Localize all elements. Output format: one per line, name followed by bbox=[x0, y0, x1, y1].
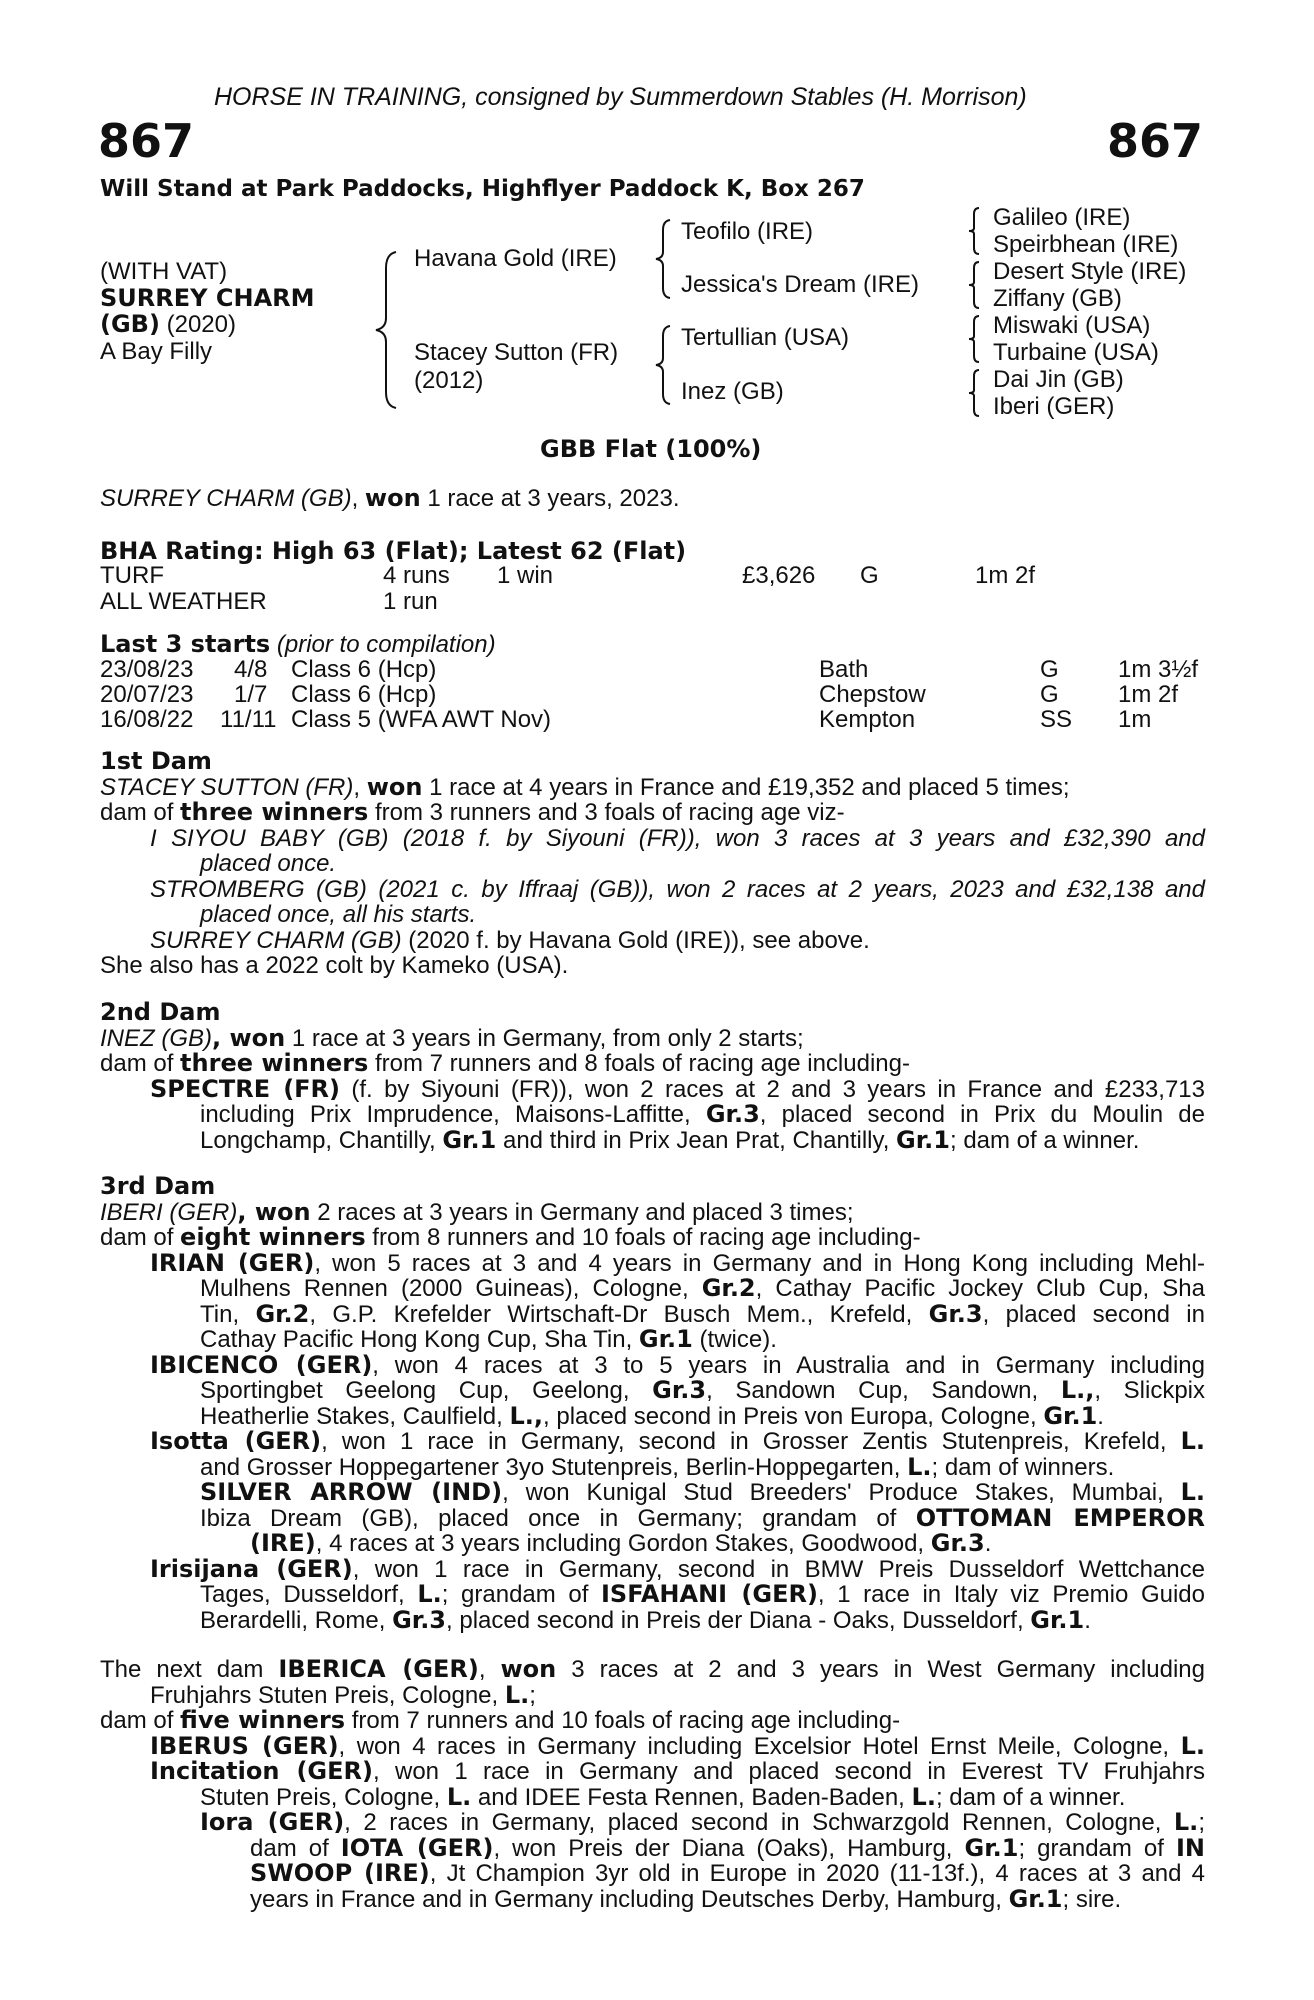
lot-number-left: 867 bbox=[98, 114, 195, 168]
first-dam-line2: dam of three winners from 3 runners and 3 foals of racing age viz- bbox=[100, 798, 845, 826]
first-dam-section bbox=[100, 749, 1205, 979]
progeny-irisijana: Irisijana (GER), won 1 race in Germany, second in BMW Preis Dusseldorf Wettchance bbox=[150, 1554, 1206, 1583]
vat-note: (WITH VAT) bbox=[100, 258, 228, 285]
progeny-ibicenco: IBICENCO (GER), won 4 races at 3 to 5 years in Australia and in Germany including bbox=[150, 1350, 1205, 1379]
ssd: Speirbhean (IRE) bbox=[993, 231, 1179, 258]
start-course: Chepstow bbox=[819, 681, 926, 708]
turf-going: G bbox=[860, 562, 879, 589]
dam-name: Stacey Sutton (FR) bbox=[414, 339, 619, 366]
progeny-irian: IRIAN (GER), won 5 races at 3 and 4 years in Germany and in Hong Kong including Mehl- bbox=[150, 1248, 1205, 1277]
start-date: 16/08/22 bbox=[100, 706, 194, 733]
progeny-iberus: IBERUS (GER), won 4 races in Germany including Excelsior Hotel Ernst Meile, Cologne, L. bbox=[150, 1731, 1205, 1760]
pedigree-brace-g3-4 bbox=[966, 368, 982, 418]
dam-sire: Tertullian (USA) bbox=[681, 324, 850, 351]
second-dam-heading: 2nd Dam bbox=[100, 998, 221, 1026]
first-dam-line1: STACEY SUTTON (FR), won 1 race at 4 years in France and £19,352 and placed 5 times; bbox=[100, 772, 1070, 801]
pedigree-brace-main bbox=[370, 250, 400, 410]
gbb-flat: GBB Flat (100%) bbox=[540, 435, 762, 463]
turf-label: TURF bbox=[100, 562, 164, 589]
progeny-silver-arrow: SILVER ARROW (IND), won Kunigal Stud Breeders' Produce Stakes, Mumbai, L. bbox=[200, 1478, 1205, 1506]
start-class: Class 5 (WFA AWT Nov) bbox=[291, 706, 552, 733]
start-going: SS bbox=[1040, 706, 1073, 733]
aw-runs: 1 run bbox=[383, 588, 438, 615]
pedigree-brace-sire bbox=[652, 218, 674, 300]
stand-location: Will Stand at Park Paddocks, Highflyer Paddock K, Box 267 bbox=[100, 176, 865, 202]
start-position: 4/8 bbox=[234, 656, 268, 683]
progeny-spectre: SPECTRE (FR) (f. by Siyouni (FR)), won 2 races at 2 and 3 years in France and £233,713 bbox=[150, 1074, 1205, 1103]
start-course: Bath bbox=[819, 656, 869, 683]
dsd: Turbaine (USA) bbox=[993, 339, 1159, 366]
progeny-iora: Iora (GER), 2 races in Germany, placed second in Schwarzgold Rennen, Cologne, L.; bbox=[200, 1808, 1205, 1836]
sire-dam: Jessica's Dream (IRE) bbox=[681, 271, 919, 298]
next-dam-section: The next dam IBERICA (GER), won 3 races at 2 and 3 years in West Germany including Fruhjahrs Stuten Preis, Cologne, L.; dam of five winners from 7 runners and 10 foals of racing age including- IBERUS (GER), won 4 races in Germany including Excelsior Hotel Ernst Meile, Cologne, L. Incitation (GER), won 1 race in Germany and placed second in Everest TV Fruhjahrs Stuten Preis, Cologne, L. and IDEE Festa Rennen, Baden-Baden, L.; dam of a winner. Iora (GER), 2 races in Germany, placed second in Schwarzgold Rennen, Cologne, L.; dam of IOTA (GER), won Preis der Diana (Oaks), Hamburg, Gr.1; grandam of IN SWOOP (IRE), Jt Champion 3yr old in Europe in 2020 (11-13f.), 4 races at 3 and 4 years in France and in Germany including Deutsches Derby, Hamburg, Gr.1; sire. bbox=[100, 1655, 1206, 1913]
dss: Miswaki (USA) bbox=[993, 312, 1151, 339]
start-date: 23/08/23 bbox=[100, 656, 194, 683]
progeny-incitation: Incitation (GER), won 1 race in Germany and placed second in Everest TV Fruhjahrs bbox=[150, 1757, 1206, 1785]
first-dam-also: She also has a 2022 colt by Kameko (USA). bbox=[100, 952, 569, 979]
consignment-line: HORSE IN TRAINING, consigned by Summerdown Stables (H. Morrison) bbox=[214, 83, 1027, 111]
start-distance: 1m 3½f bbox=[1118, 656, 1199, 683]
sds: Desert Style (IRE) bbox=[993, 258, 1187, 285]
start-going: G bbox=[1040, 656, 1059, 683]
turf-distance: 1m 2f bbox=[975, 562, 1036, 589]
progeny-isotta: Isotta (GER), won 1 race in Germany, second in Grosser Zentis Stutenpreis, Krefeld, L. bbox=[150, 1427, 1205, 1455]
progeny-stromberg: STROMBERG (GB) (2021 c. by Iffraaj (GB)), won 2 races at 2 years, 2023 and £32,138 and bbox=[150, 875, 1205, 903]
horse-description: A Bay Filly bbox=[100, 338, 213, 365]
start-position: 1/7 bbox=[234, 681, 268, 708]
start-distance: 1m bbox=[1118, 706, 1152, 733]
first-dam-heading: 1st Dam bbox=[100, 747, 212, 775]
second-dam-line1: INEZ (GB), won 1 race at 3 years in Germany, from only 2 starts; bbox=[100, 1023, 804, 1052]
second-dam-section: 2nd Dam INEZ (GB), won 1 race at 3 years in Germany, from only 2 starts; dam of three winners from 7 runners and 8 foals of racing age including- SPECTRE (FR) (f. by Siyouni (FR)), won 2 races at 2 and 3 years in France and £233,713 including Prix Imprudence, Maisons-Laffitte, Gr.3, placed second in Prix du Moulin de Longchamp, Chantilly, Gr.1 and third in Prix Jean Prat, Chantilly, Gr.1; dam of a winner. bbox=[100, 998, 1205, 1154]
pedigree-brace-g3-3 bbox=[966, 314, 982, 364]
dam-dam: Inez (GB) bbox=[681, 378, 784, 405]
sire-sire: Teofilo (IRE) bbox=[681, 218, 814, 245]
progeny-line: placed once. bbox=[200, 850, 337, 877]
third-dam-section: 3rd Dam IBERI (GER), won 2 races at 3 years in Germany and placed 3 times; dam of eight winners from 8 runners and 10 foals of racing age including- IRIAN (GER), won 5 races at 3 and 4 years in Germany and in Hong Kong including Mehl- Mulhens Rennen (2000 Guineas), Cologne, Gr.2, Cathay Pacific Jockey Club Cup, Sha Tin, Gr.2, G.P. Krefelder Wirtschaft-Dr Busch Mem., Krefeld, Gr.3, placed second in Cathay Pacific Hong Kong Cup, Sha Tin, Gr.1 (twice). IBICENCO (GER), won 4 races at 3 to 5 years in Australia and in Germany including Sportingbet Geelong Cup, Geelong, Gr.3, Sandown Cup, Sandown, L.,, Slickpix Heatherlie Stakes, Caulfield, L.,, placed second in Preis von Europa, Cologne, Gr.1. Isotta (GER), won 1 race in Germany, second in Grosser Zentis Stutenpreis, Krefeld, L. and Grosser Hoppegartener 3yo Stutenpreis, Berlin-Hoppegarten, L.; dam of winners. SILVER ARROW (IND), won Kunigal Stud Breeders' Produce Stakes, Mumbai, L. Ibiza Dream (GB), placed once in Germany; grandam of OTTOMAN EMPEROR (IRE), 4 races at 3 years including Gordon Stakes, Goodwood, Gr.3. Irisijana (GER), won 1 race in Germany, second in BMW Preis Dusseldorf Wettchance Tages, Dusseldorf, L.; grandam of ISFAHANI (GER), 1 race in Italy viz Premio Guido Berardelli, Rome, Gr.3, placed second in Preis der Diana - Oaks, Dusseldorf, Gr.1. bbox=[100, 1172, 1206, 1634]
start-class: Class 6 (Hcp) bbox=[291, 681, 437, 708]
lot-number-right: 867 bbox=[1107, 114, 1204, 168]
turf-prize: £3,626 bbox=[742, 562, 816, 589]
dam-year: (2012) bbox=[414, 367, 484, 394]
sdd: Ziffany (GB) bbox=[993, 285, 1122, 312]
second-dam-line2: dam of three winners from 7 runners and 8 foals of racing age including- bbox=[100, 1049, 910, 1077]
start-distance: 1m 2f bbox=[1118, 681, 1179, 708]
turf-runs: 4 runs bbox=[383, 562, 450, 589]
start-class: Class 6 (Hcp) bbox=[291, 656, 437, 683]
progeny-surrey-charm: SURREY CHARM (GB) (2020 f. by Havana Gold (IRE)), see above. bbox=[150, 926, 870, 954]
start-date: 20/07/23 bbox=[100, 681, 194, 708]
horse-origin: (GB) (2020) bbox=[100, 310, 236, 338]
start-position: 11/11 bbox=[220, 706, 277, 733]
start-course: Kempton bbox=[819, 706, 916, 733]
progeny-line: placed once, all his starts. bbox=[200, 901, 477, 928]
dds: Dai Jin (GB) bbox=[993, 366, 1124, 393]
pedigree-brace-dam bbox=[652, 324, 674, 406]
turf-wins: 1 win bbox=[497, 562, 554, 589]
progeny-i-siyou-baby: I SIYOU BABY (GB) (2018 f. by Siyouni (FR)), won 3 races at 3 years and £32,390 and bbox=[150, 824, 1205, 852]
ddd: Iberi (GER) bbox=[993, 393, 1115, 420]
pedigree-brace-g3-1 bbox=[966, 206, 982, 256]
start-going: G bbox=[1040, 681, 1059, 708]
sire: Havana Gold (IRE) bbox=[414, 245, 617, 272]
bha-rating: BHA Rating: High 63 (Flat); Latest 62 (Flat) bbox=[100, 537, 687, 565]
aw-label: ALL WEATHER bbox=[100, 588, 267, 615]
sss: Galileo (IRE) bbox=[993, 204, 1131, 231]
horse-name: SURREY CHARM bbox=[100, 284, 315, 312]
summary-line: SURREY CHARM (GB), won 1 race at 3 years, 2023. bbox=[100, 484, 680, 512]
next-dam-line1: The next dam IBERICA (GER), won 3 races at 2 and 3 years in West Germany including bbox=[100, 1655, 1205, 1683]
last-starts-heading: Last 3 starts (prior to compilation) bbox=[100, 630, 496, 658]
third-dam-heading: 3rd Dam bbox=[100, 1172, 216, 1200]
pedigree-brace-g3-2 bbox=[966, 260, 982, 310]
progeny-ibiza-dream: Ibiza Dream (GB), placed once in Germany; grandam of OTTOMAN EMPEROR bbox=[200, 1503, 1206, 1532]
